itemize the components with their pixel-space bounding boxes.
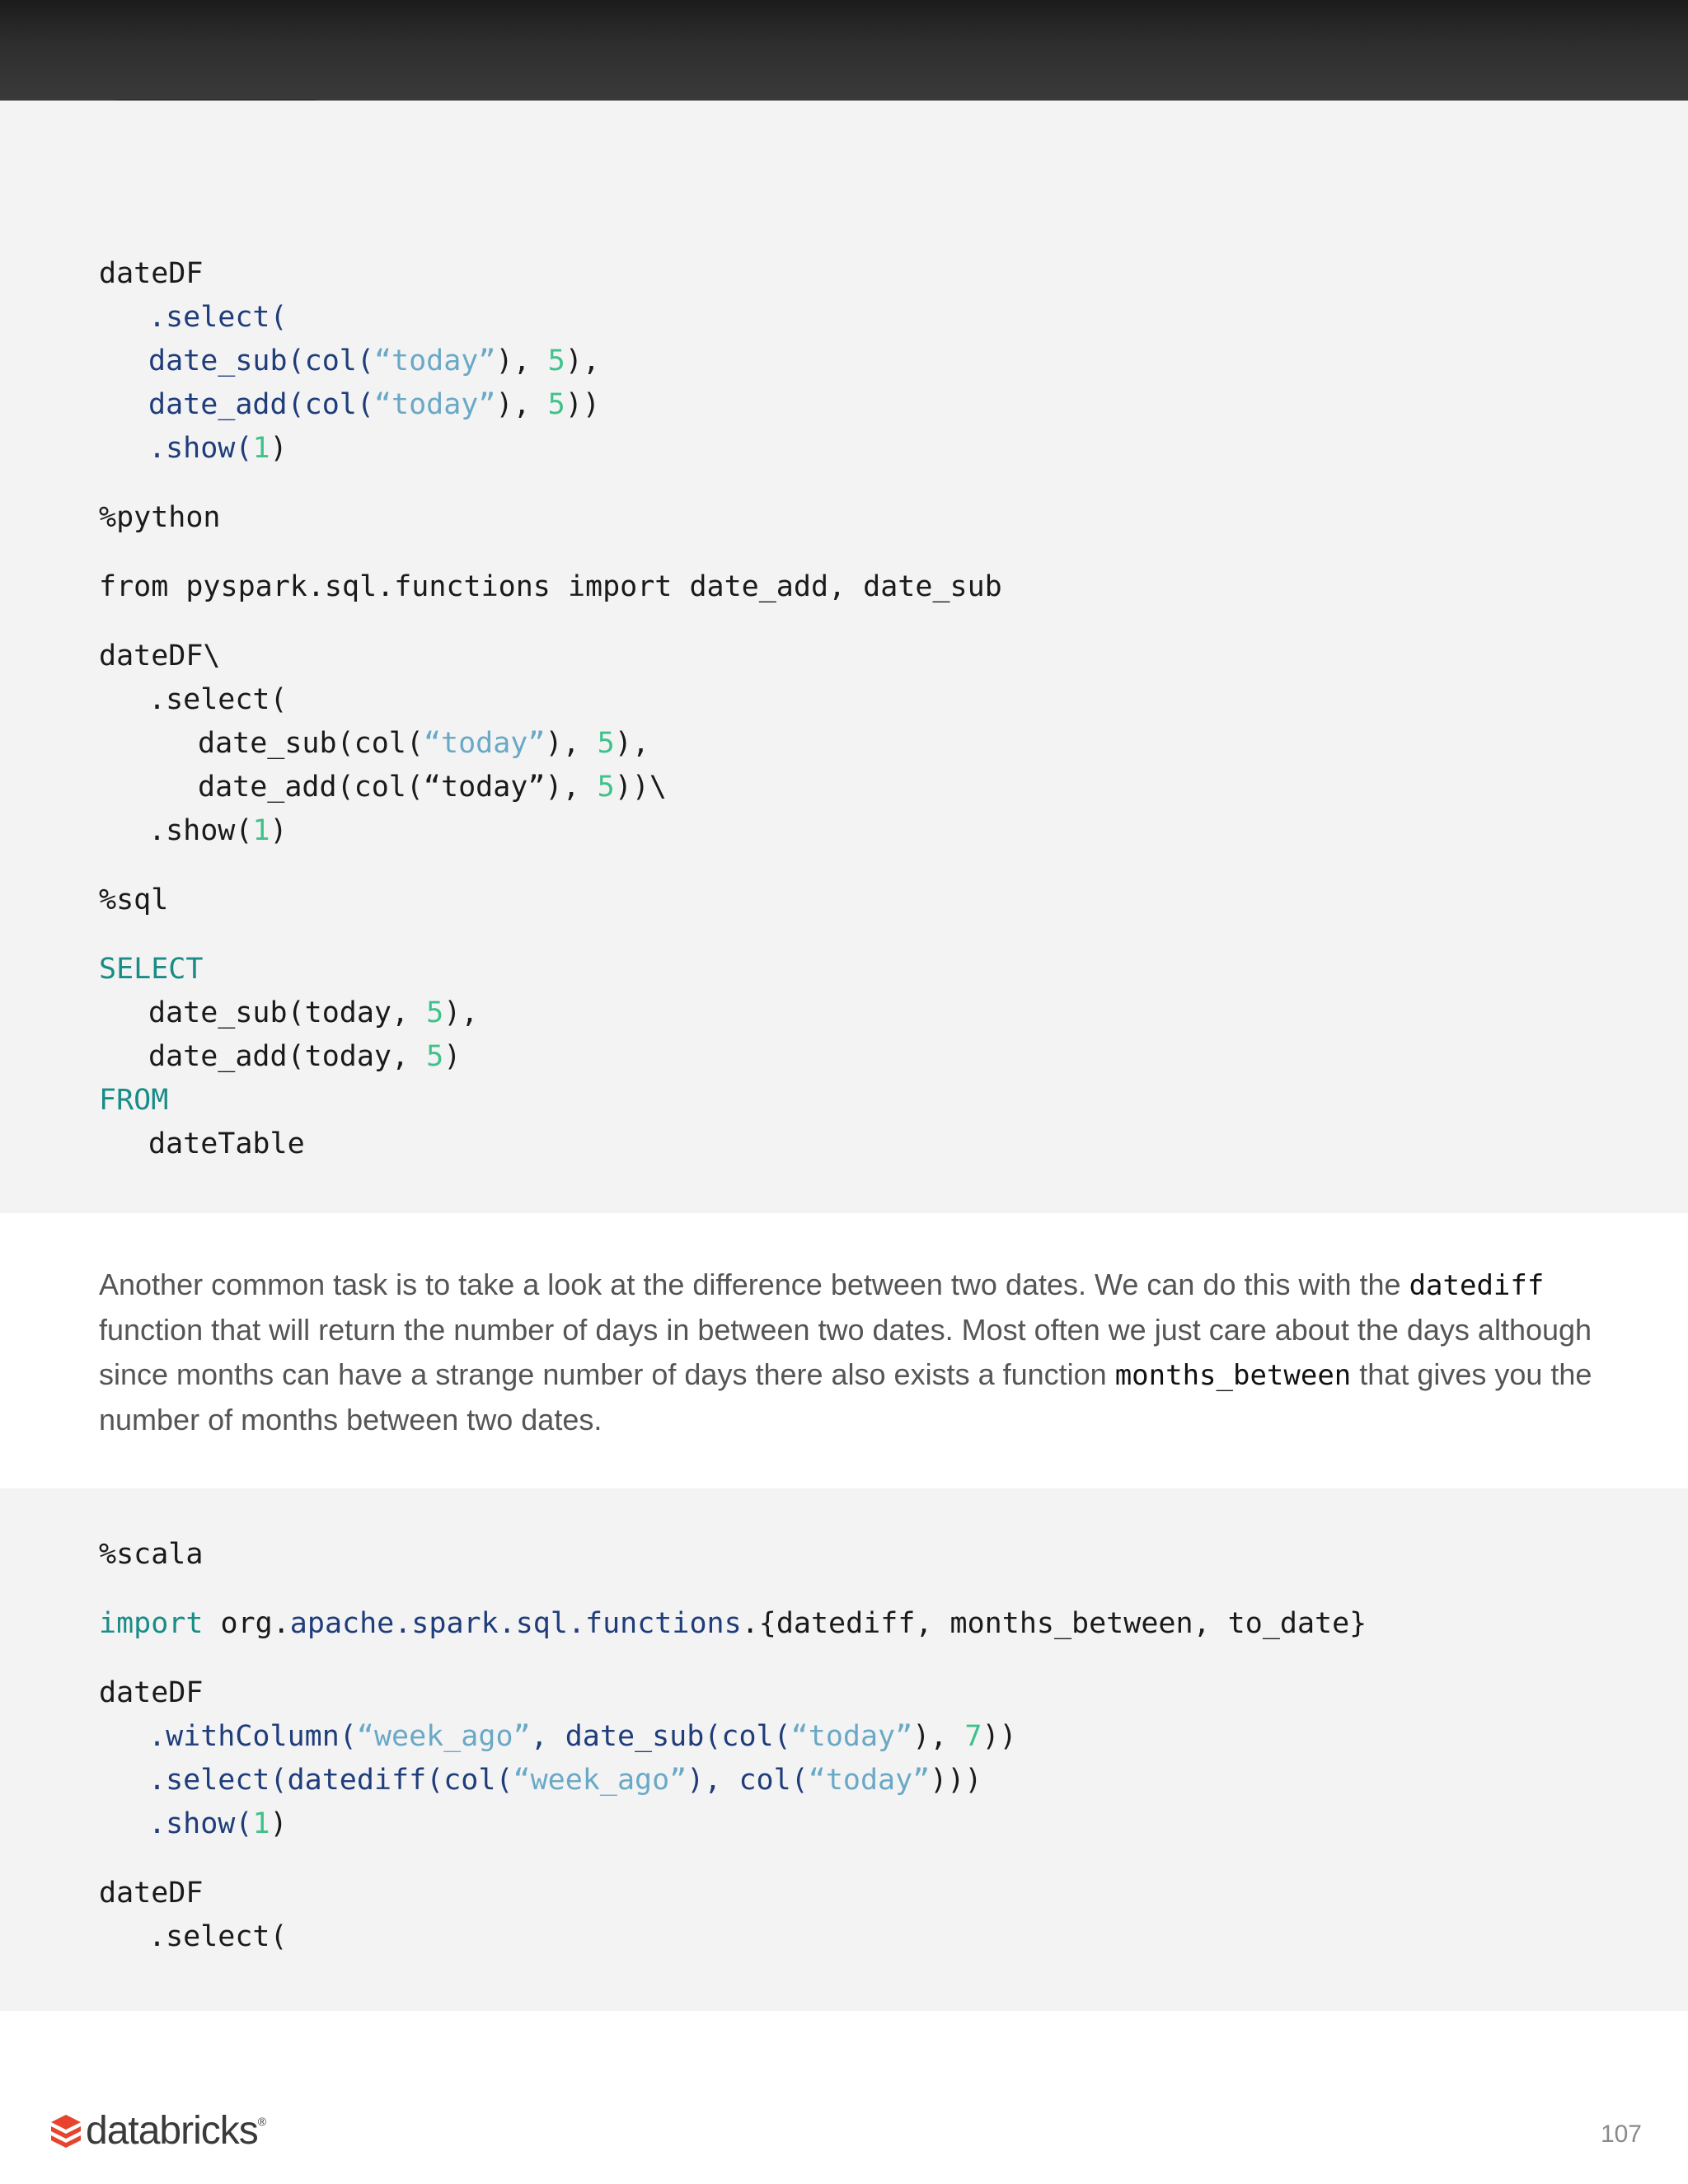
code-block-2 bbox=[0, 1488, 1688, 2011]
code-line: .show(1) bbox=[148, 814, 288, 847]
code-line: .show(1) bbox=[148, 432, 288, 465]
inline-code: months_between bbox=[1114, 1359, 1352, 1392]
code-line: import org.apache.spark.sql.functions.{datediff, months_between, to_date} bbox=[99, 1607, 1367, 1640]
code-line: date_add(col(“today”), 5)) bbox=[148, 388, 600, 421]
code-line: dateDF bbox=[99, 257, 204, 290]
code-line: .select( bbox=[148, 1920, 288, 1953]
databricks-logo bbox=[49, 2108, 266, 2154]
databricks-logo-icon bbox=[49, 2113, 82, 2149]
code-line: date_add(today, 5) bbox=[148, 1040, 462, 1073]
code-line: .withColumn(“week_ago”, date_sub(col(“today”), 7)) bbox=[148, 1720, 1017, 1753]
code-line: from pyspark.sql.functions import date_add, date_sub bbox=[99, 570, 1002, 603]
trademark-symbol: ® bbox=[257, 2115, 267, 2128]
code-line: date_sub(col(“today”), 5), bbox=[148, 344, 600, 377]
code-line: .show(1) bbox=[148, 1807, 288, 1840]
code-line: date_sub(today, 5), bbox=[148, 996, 479, 1029]
inline-code: datediff bbox=[1409, 1269, 1545, 1302]
header-banner bbox=[0, 0, 1688, 101]
code-line: %scala bbox=[99, 1538, 204, 1571]
code-line: date_add(col(“today”), 5))\ bbox=[198, 771, 667, 804]
code-line: dateDF\ bbox=[99, 640, 221, 673]
page-number: 107 bbox=[1600, 2121, 1642, 2148]
code-line: dateDF bbox=[99, 1877, 204, 1910]
logo-wordmark: databricks bbox=[86, 2109, 258, 2153]
code-line: date_sub(col(“today”), 5), bbox=[198, 727, 649, 760]
code-line: %sql bbox=[99, 883, 169, 916]
code-line: .select(datediff(col(“week_ago”), col(“today”))) bbox=[148, 1764, 982, 1797]
code-line: SELECT bbox=[99, 953, 204, 986]
code-block-1 bbox=[0, 101, 1688, 1213]
code-line: dateDF bbox=[99, 1676, 204, 1709]
code-line: FROM bbox=[99, 1084, 169, 1117]
code-line: %python bbox=[99, 501, 221, 534]
code-line: .select( bbox=[148, 301, 288, 334]
body-paragraph: Another common task is to take a look at the difference between two dates. We can do this with the datediff function that will return the number of days in between two dates. Most often we just care about the days although since months can have a strange number of days there also exists a function months_between that gives you the number of months between two dates. bbox=[99, 1268, 1592, 1436]
code-line: dateTable bbox=[148, 1127, 305, 1160]
code-line: .select( bbox=[148, 683, 288, 716]
